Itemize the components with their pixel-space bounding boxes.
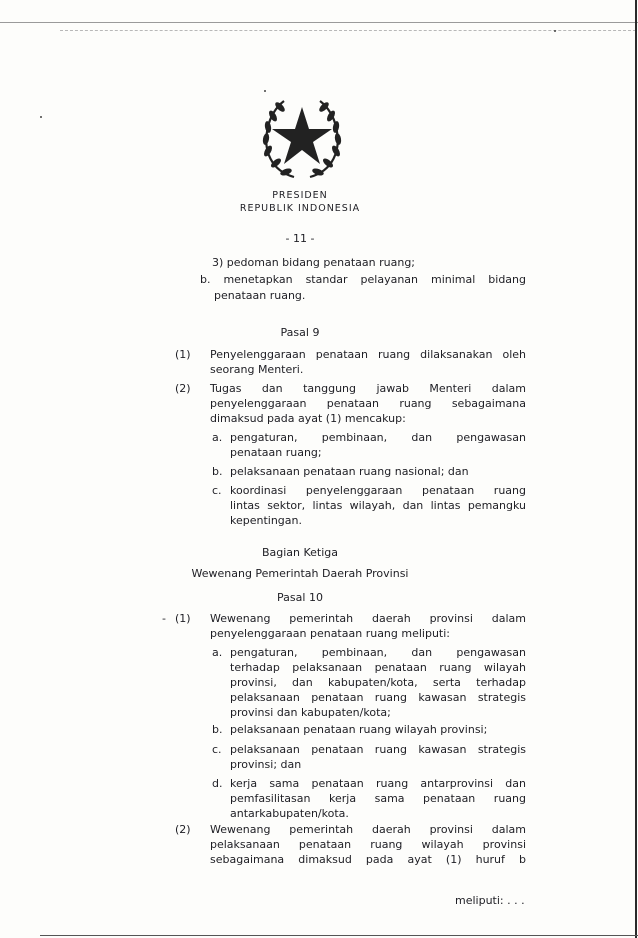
pasal-9-item-b-line: pelaksanaan penataan ruang nasional; dan <box>230 465 469 478</box>
pasal-10-item-c-line: provinsi; dan <box>230 758 302 771</box>
pasal-10-item-d-line: pemfasilitasan kerja sama penataan ruang <box>230 792 526 805</box>
header-title-presiden: PRESIDEN <box>272 190 328 201</box>
item-b-line: penataan ruang. <box>214 289 306 302</box>
scan-border-top-dashed <box>60 30 636 31</box>
scan-border-bottom <box>40 935 638 936</box>
pasal-9-item-b-label: b. <box>212 465 223 478</box>
scan-border-top <box>0 22 638 23</box>
pasal-10-item-a-line: pelaksanaan penataan ruang kawasan strategis <box>230 691 526 704</box>
scan-speck <box>264 90 266 92</box>
pasal-10-item-a-label: a. <box>212 646 223 659</box>
garuda-star-emblem-icon <box>254 93 350 183</box>
pasal-10-item-c-label: c. <box>212 743 222 756</box>
pasal-10-item-a-line: provinsi, dan kabupaten/kota, serta terhadap <box>230 676 526 689</box>
pasal-10-item-d-line: kerja sama penataan ruang antarprovinsi dan <box>230 777 526 790</box>
pasal-10-item-d-label: d. <box>212 777 223 790</box>
bagian-subtitle: Wewenang Pemerintah Daerah Provinsi <box>191 567 409 580</box>
pasal-10-ayat-1-line: Wewenang pemerintah daerah provinsi dalam <box>210 612 526 625</box>
pasal-10-item-b-label: b. <box>212 723 223 736</box>
pasal-10-title: Pasal 10 <box>277 591 323 604</box>
pasal-9-item-a-line: pengaturan, pembinaan, dan pengawasan <box>230 431 526 444</box>
bagian-title: Bagian Ketiga <box>261 546 339 559</box>
item-3-text: 3) pedoman bidang penataan ruang; <box>212 256 416 269</box>
page-continuation: meliputi: . . . <box>455 894 525 907</box>
pasal-9-title: Pasal 9 <box>280 326 320 339</box>
pasal-9-ayat-1-number: (1) <box>175 348 191 361</box>
pasal-10-ayat-2-line: pelaksanaan penataan ruang wilayah provinsi <box>210 838 526 851</box>
scan-border-right <box>635 0 637 938</box>
pasal-10-ayat-1-number: (1) <box>175 612 191 625</box>
item-b-line: b. menetapkan standar pelayanan minimal bidang <box>200 273 526 286</box>
pasal-9-ayat-2-number: (2) <box>175 382 191 395</box>
pasal-10-item-a-line: provinsi dan kabupaten/kota; <box>230 706 391 719</box>
margin-dash: - <box>162 612 166 625</box>
pasal-10-item-c-line: pelaksanaan penataan ruang kawasan strategis <box>230 743 526 756</box>
scan-speck <box>554 30 556 32</box>
header-title-republik: REPUBLIK INDONESIA <box>239 203 361 214</box>
pasal-9-ayat-2-line: penyelenggaraan penataan ruang sebagaimana <box>210 397 526 410</box>
pasal-9-item-a-line: penataan ruang; <box>230 446 322 459</box>
pasal-10-item-b-line: pelaksanaan penataan ruang wilayah provinsi; <box>230 723 488 736</box>
pasal-9-ayat-2-line: dimaksud pada ayat (1) mencakup: <box>210 412 406 425</box>
pasal-10-item-d-line: antarkabupaten/kota. <box>230 807 349 820</box>
page-number: - 11 - <box>285 232 315 245</box>
pasal-10-item-a-line: terhadap pelaksanaan penataan ruang wilayah <box>230 661 526 674</box>
pasal-9-ayat-1-line: Penyelenggaraan penataan ruang dilaksanakan oleh <box>210 348 526 361</box>
pasal-9-item-c-line: lintas sektor, lintas wilayah, dan lintas pemangku <box>230 499 526 512</box>
pasal-9-item-c-label: c. <box>212 484 222 497</box>
pasal-10-ayat-2-line: sebagaimana dimaksud pada ayat (1) huruf b <box>210 853 526 866</box>
pasal-9-item-c-line: koordinasi penyelenggaraan penataan ruang <box>230 484 526 497</box>
pasal-9-item-a-label: a. <box>212 431 223 444</box>
pasal-10-ayat-2-number: (2) <box>175 823 191 836</box>
scan-speck <box>40 116 42 118</box>
pasal-9-item-c-line: kepentingan. <box>230 514 302 527</box>
pasal-10-item-a-line: pengaturan, pembinaan, dan pengawasan <box>230 646 526 659</box>
pasal-9-ayat-2-line: Tugas dan tanggung jawab Menteri dalam <box>210 382 526 395</box>
pasal-9-ayat-1-line: seorang Menteri. <box>210 363 304 376</box>
pasal-10-ayat-1-line: penyelenggaraan penataan ruang meliputi: <box>210 627 451 640</box>
pasal-10-ayat-2-line: Wewenang pemerintah daerah provinsi dalam <box>210 823 526 836</box>
